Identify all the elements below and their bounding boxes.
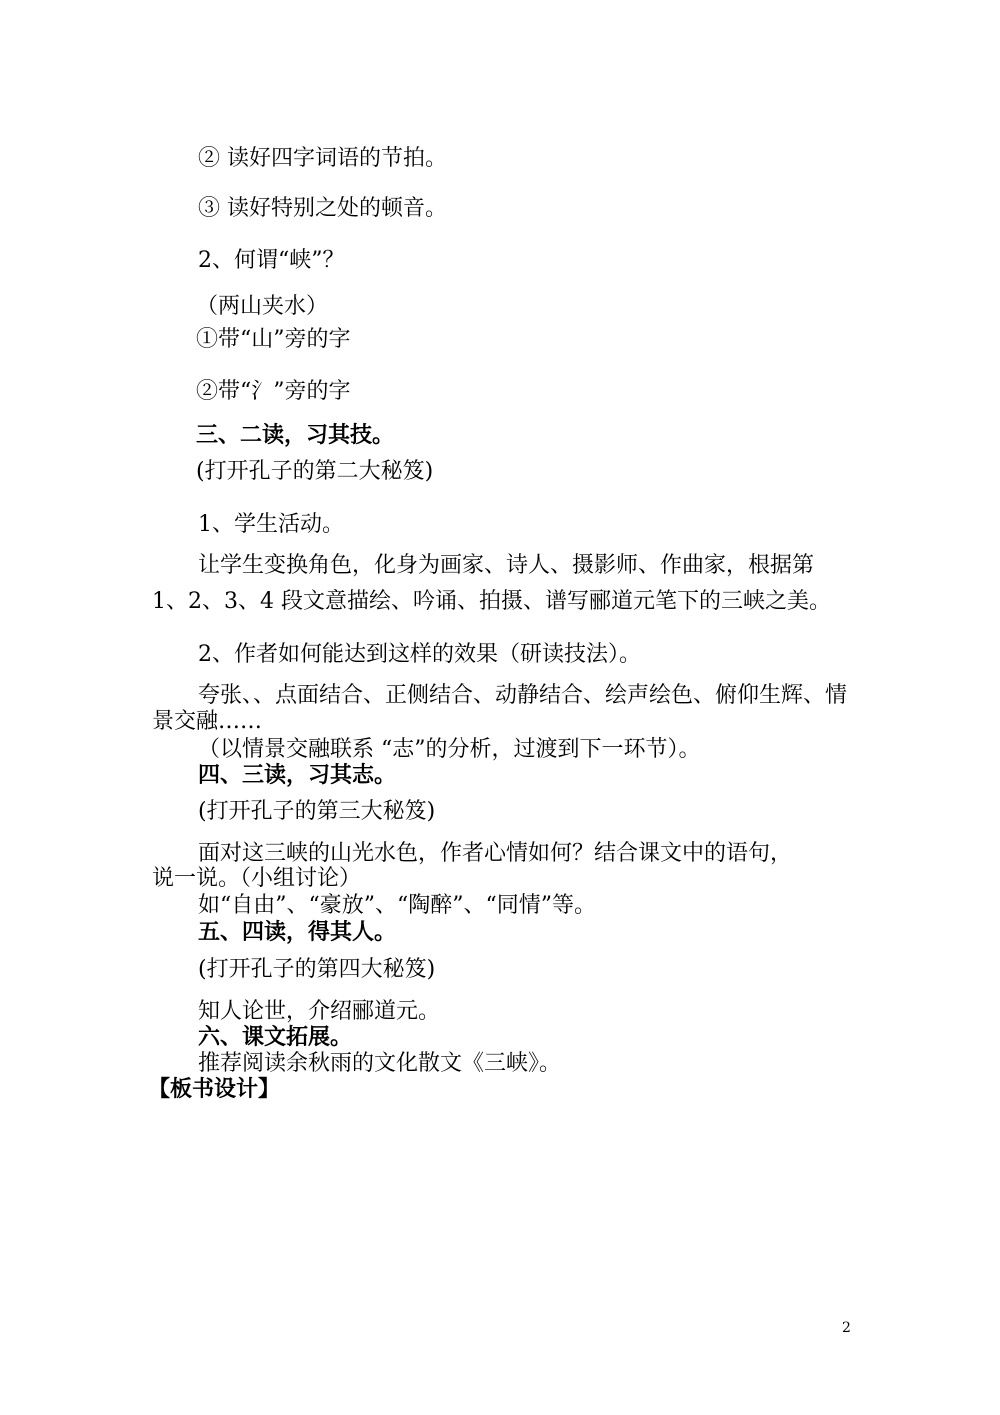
page-number: 2: [842, 1320, 851, 1336]
text-line: (打开孔子的第三大秘笈): [198, 799, 436, 824]
text-line: 1、2、3、4 段文意描绘、吟诵、拍摄、谱写郦道元笔下的三峡之美。: [152, 589, 831, 614]
text-line: 夸张、、点面结合、正侧结合、动静结合、绘声绘色、俯仰生辉、情: [198, 683, 848, 708]
text-line: （以情景交融联系 “志”的分析，过渡到下一环节）。: [198, 737, 701, 762]
text-line: ② 读好四字词语的节拍。: [198, 146, 447, 171]
text-line: 景交融……: [152, 709, 263, 734]
text-line: 说一说。（小组讨论）: [152, 866, 362, 891]
section-heading: 三、二读，习其技。: [196, 422, 395, 448]
section-heading: 四、三读，习其志。: [198, 762, 397, 788]
text-line: ③ 读好特别之处的顿音。: [198, 196, 447, 221]
section-heading: 六、课文拓展。: [198, 1024, 353, 1050]
section-heading: 五、四读，得其人。: [198, 919, 397, 945]
text-line: 知人论世，介绍郦道元。: [198, 999, 441, 1024]
text-line: 推荐阅读余秋雨的文化散文《三峡》。: [198, 1051, 562, 1076]
section-heading: 【板书设计】: [148, 1076, 281, 1102]
text-line: 2、作者如何能达到这样的效果（研读技法）。: [198, 642, 641, 667]
text-line: ①带“山”旁的字: [196, 327, 351, 352]
text-line: 2、何谓“峡”？: [198, 248, 345, 273]
text-line: (打开孔子的第四大秘笈): [198, 957, 436, 982]
text-line: 1、学生活动。: [198, 512, 344, 537]
text-line: ②带“氵”旁的字: [196, 379, 351, 404]
text-line: (打开孔子的第二大秘笈): [196, 459, 434, 484]
text-line: 面对这三峡的山光水色，作者心情如何？结合课文中的语句，: [198, 841, 793, 866]
text-line: （两山夹水）: [196, 294, 329, 319]
text-line: 如“自由”、“豪放”、“陶醉”、“同情”等。: [198, 893, 596, 918]
text-line: 让学生变换角色，化身为画家、诗人、摄影师、作曲家，根据第: [198, 553, 815, 578]
